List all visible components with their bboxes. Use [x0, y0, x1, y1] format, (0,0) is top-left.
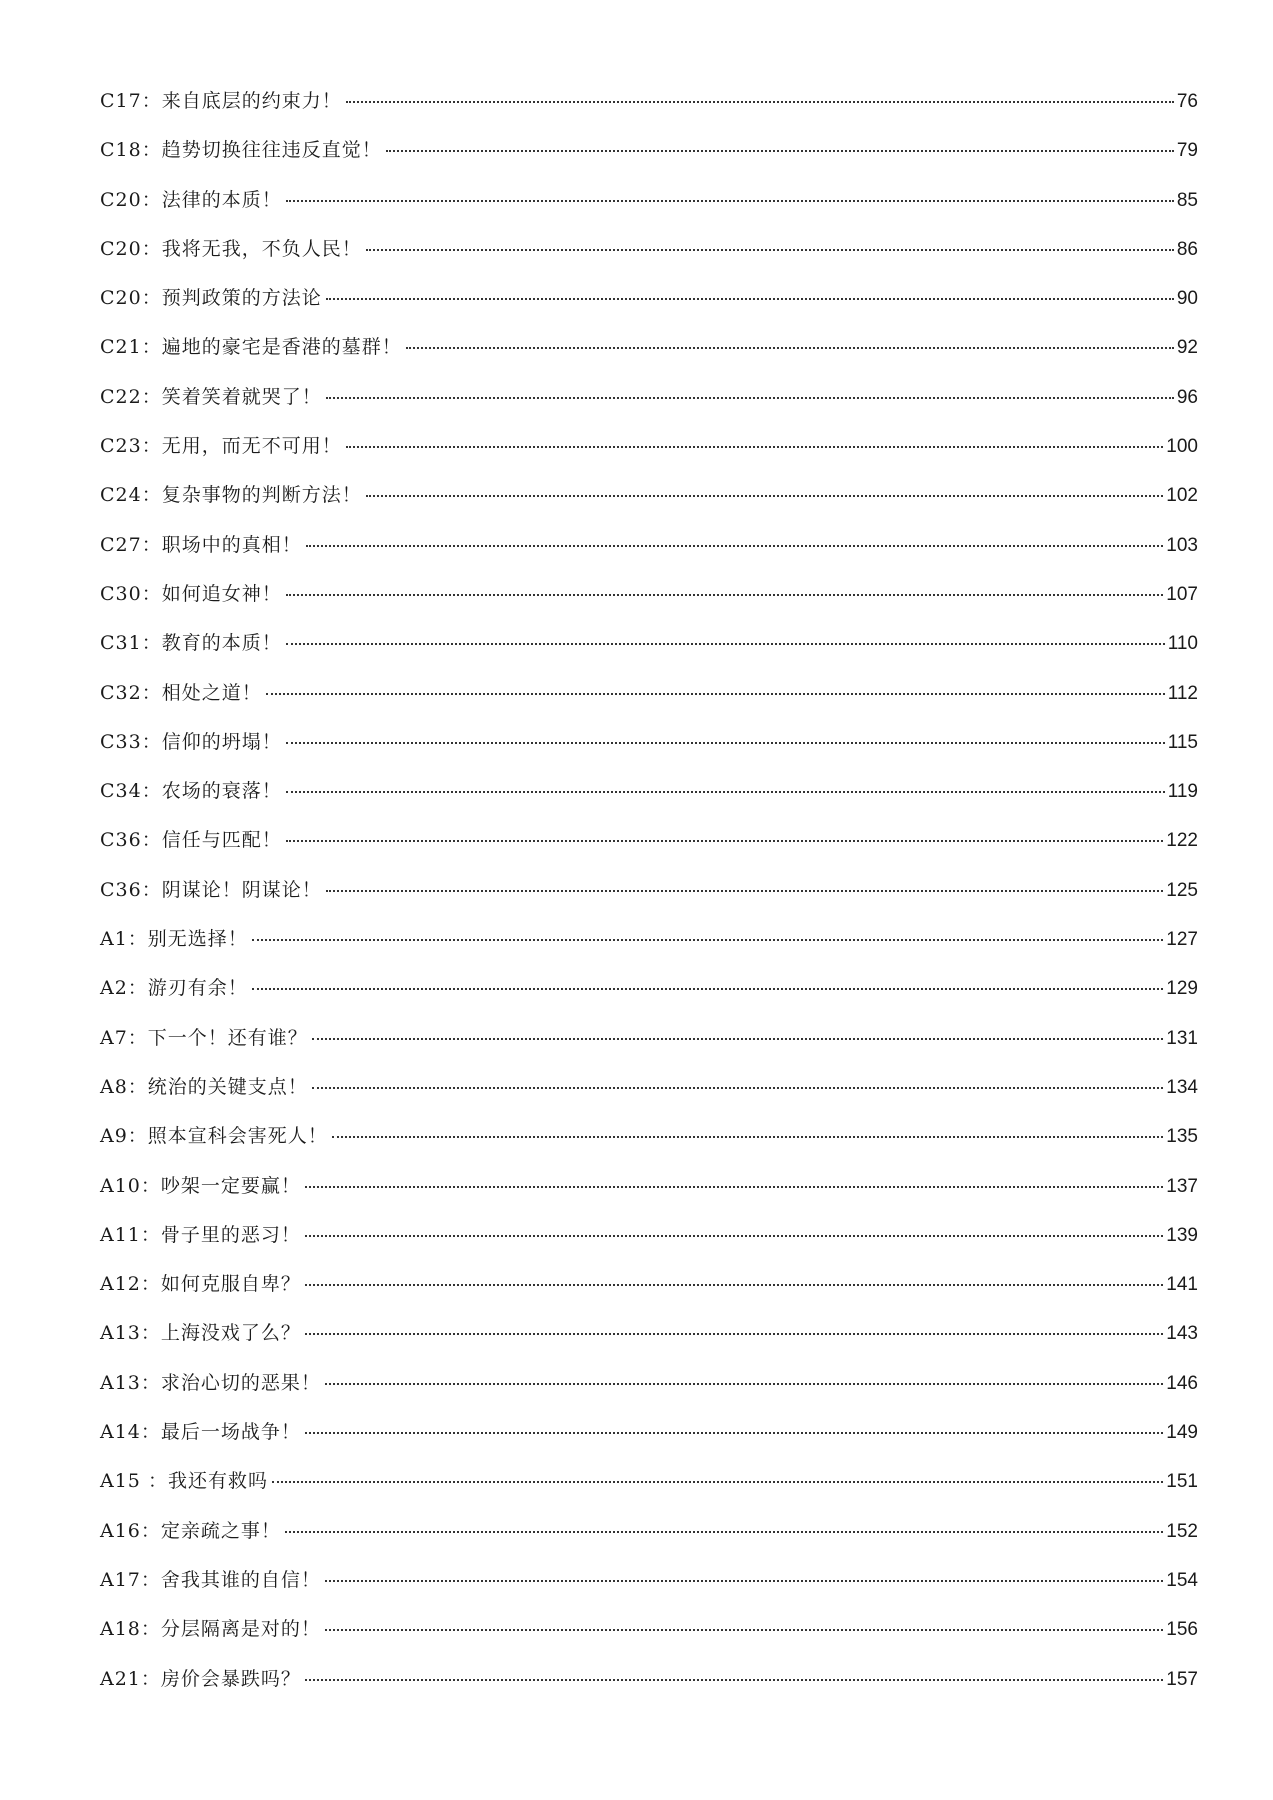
toc-entry[interactable]: [100, 730, 1198, 779]
toc-entry-page-number[interactable]: 107: [1166, 583, 1198, 605]
toc-entry[interactable]: [100, 533, 1198, 582]
toc-entry-page-number[interactable]: 141: [1166, 1274, 1198, 1296]
dot-leader: [325, 1383, 1163, 1385]
toc-entry-page-number[interactable]: 151: [1166, 1471, 1198, 1493]
dot-leader: [305, 1186, 1163, 1188]
dot-leader: [286, 200, 1174, 202]
toc-entry-page-number[interactable]: 127: [1166, 929, 1198, 951]
dot-leader: [306, 545, 1164, 547]
toc-entry-page-number[interactable]: 131: [1166, 1027, 1198, 1049]
toc-entry-page-number[interactable]: 119: [1167, 781, 1198, 803]
toc-entry[interactable]: [100, 138, 1198, 187]
dot-leader: [305, 1284, 1163, 1286]
toc-entry-page-number[interactable]: 143: [1166, 1323, 1198, 1345]
dot-leader: [386, 150, 1174, 152]
toc-entry-page-number[interactable]: 100: [1166, 436, 1198, 458]
toc-entry-title[interactable]: C24：复杂事物的判断方法！: [100, 484, 362, 507]
toc-entry-page-number[interactable]: 110: [1167, 633, 1198, 655]
toc-entry-page-number[interactable]: 135: [1166, 1126, 1198, 1148]
dot-leader: [346, 446, 1164, 448]
toc-entry[interactable]: [100, 1667, 1198, 1716]
toc-entry-title[interactable]: C30：如何追女神！: [100, 582, 282, 605]
dot-leader: [346, 101, 1174, 103]
dot-leader: [285, 1531, 1163, 1533]
toc-entry[interactable]: [100, 237, 1198, 286]
dot-leader: [366, 495, 1164, 497]
toc-entry-title[interactable]: A16：定亲疏之事！: [100, 1519, 281, 1542]
toc-entry[interactable]: [100, 631, 1198, 680]
dot-leader: [286, 742, 1165, 744]
toc-entry[interactable]: [100, 483, 1198, 532]
dot-leader: [305, 1235, 1163, 1237]
toc-entry-title[interactable]: C20：我将无我，不负人民！: [100, 237, 362, 260]
dot-leader: [305, 1679, 1163, 1681]
toc-entry[interactable]: [100, 927, 1198, 976]
toc-entry[interactable]: [100, 1026, 1198, 1075]
toc-entry[interactable]: [100, 1617, 1198, 1666]
dot-leader: [326, 397, 1174, 399]
toc-entry[interactable]: [100, 976, 1198, 1025]
toc-entry[interactable]: [100, 681, 1198, 730]
toc-entry-page-number[interactable]: 79: [1176, 140, 1198, 162]
toc-entry-page-number[interactable]: 157: [1166, 1668, 1198, 1690]
toc-entry-page-number[interactable]: 134: [1166, 1076, 1198, 1098]
toc-entry-title[interactable]: A14：最后一场战争！: [100, 1421, 301, 1444]
toc-entry[interactable]: [100, 1519, 1198, 1568]
toc-entry-page-number[interactable]: 76: [1176, 91, 1198, 112]
toc-entry[interactable]: [100, 89, 1198, 138]
dot-leader: [325, 1629, 1163, 1631]
toc-entry-page-number[interactable]: 86: [1176, 238, 1198, 260]
toc-entry[interactable]: [100, 1469, 1198, 1518]
toc-entry-title[interactable]: A13：求治心切的恶果！: [100, 1371, 321, 1394]
dot-leader: [252, 988, 1163, 990]
toc-entry[interactable]: [100, 828, 1198, 877]
toc-entry[interactable]: [100, 878, 1198, 927]
toc-entry-title[interactable]: C33：信仰的坍塌！: [100, 730, 282, 753]
toc-entry-title[interactable]: A8：统治的关键支点！: [100, 1075, 308, 1098]
dot-leader: [286, 791, 1165, 793]
dot-leader: [312, 1038, 1163, 1040]
toc-entry-page-number[interactable]: 90: [1176, 288, 1198, 310]
toc-entry-title[interactable]: A7：下一个！还有谁？: [100, 1026, 308, 1049]
dot-leader: [305, 1333, 1163, 1335]
dot-leader: [272, 1481, 1163, 1483]
toc-entry-page-number[interactable]: 154: [1166, 1569, 1198, 1591]
toc-entry-title[interactable]: C34：农场的衰落！: [100, 780, 282, 803]
dot-leader: [326, 890, 1164, 892]
dot-leader: [332, 1136, 1163, 1138]
toc-entry-page-number[interactable]: 137: [1166, 1175, 1198, 1197]
toc-entry[interactable]: [100, 1371, 1198, 1420]
toc-entry-title[interactable]: A1：别无选择！: [100, 928, 248, 951]
toc-entry-page-number[interactable]: 122: [1166, 830, 1198, 852]
dot-leader: [286, 594, 1164, 596]
toc-entry-title[interactable]: A2：游刃有余！: [100, 977, 248, 1000]
toc-entry-page-number[interactable]: 146: [1166, 1372, 1198, 1394]
toc-entry-title[interactable]: C36：信任与匹配！: [100, 829, 282, 852]
toc-entry[interactable]: [100, 1075, 1198, 1124]
dot-leader: [325, 1580, 1163, 1582]
toc-entry[interactable]: [100, 1321, 1198, 1370]
toc-entry-title[interactable]: C21：遍地的豪宅是香港的墓群！: [100, 336, 402, 359]
dot-leader: [326, 298, 1174, 300]
toc-entry-title[interactable]: C20：法律的本质！: [100, 188, 282, 211]
toc-entry[interactable]: [100, 188, 1198, 237]
toc-entry-title[interactable]: C22：笑着笑着就哭了！: [100, 385, 322, 408]
dot-leader: [312, 1087, 1163, 1089]
toc-entry[interactable]: [100, 582, 1198, 631]
toc-entry-title[interactable]: C32：相处之道！: [100, 681, 262, 704]
toc-entry-title[interactable]: A9：照本宣科会害死人！: [100, 1125, 328, 1148]
dot-leader: [286, 840, 1164, 842]
toc-entry-page-number[interactable]: 156: [1166, 1619, 1198, 1641]
toc-entry-title[interactable]: C17：来自底层的约束力！: [100, 90, 342, 112]
toc-entry-page-number[interactable]: 92: [1176, 337, 1198, 359]
toc-entry-title[interactable]: C27：职场中的真相！: [100, 533, 302, 556]
toc-entry-title[interactable]: C20：预判政策的方法论: [100, 287, 322, 310]
table-of-contents: [100, 89, 1198, 1716]
toc-entry[interactable]: [100, 385, 1198, 434]
toc-entry-title[interactable]: A11：骨子里的恶习！: [100, 1223, 301, 1246]
toc-entry[interactable]: [100, 1568, 1198, 1617]
toc-entry-page-number[interactable]: 149: [1166, 1422, 1198, 1444]
toc-entry-title[interactable]: C31：教育的本质！: [100, 632, 282, 655]
toc-entry[interactable]: [100, 1174, 1198, 1223]
toc-entry[interactable]: [100, 1420, 1198, 1469]
toc-entry[interactable]: [100, 779, 1198, 828]
toc-entry-page-number[interactable]: 152: [1166, 1520, 1198, 1542]
toc-entry-title[interactable]: A18：分层隔离是对的！: [100, 1618, 321, 1641]
toc-entry-title[interactable]: C23：无用，而无不可用！: [100, 435, 342, 458]
toc-entry-title[interactable]: A10：吵架一定要赢！: [100, 1174, 301, 1197]
toc-entry[interactable]: [100, 1124, 1198, 1173]
toc-entry[interactable]: [100, 1223, 1198, 1272]
toc-entry-page-number[interactable]: 125: [1166, 879, 1198, 901]
toc-entry-page-number[interactable]: 96: [1176, 386, 1198, 408]
toc-entry-title[interactable]: A17：舍我其谁的自信！: [100, 1568, 321, 1591]
dot-leader: [266, 693, 1165, 695]
dot-leader: [366, 249, 1174, 251]
dot-leader: [406, 347, 1174, 349]
toc-entry-page-number[interactable]: 112: [1167, 682, 1198, 704]
dot-leader: [252, 939, 1163, 941]
toc-entry[interactable]: [100, 1272, 1198, 1321]
toc-entry-title[interactable]: A15 ：我还有救吗: [100, 1470, 268, 1493]
toc-entry-title[interactable]: C18：趋势切换往往违反直觉！: [100, 139, 382, 162]
toc-entry-page-number[interactable]: 139: [1166, 1224, 1198, 1246]
toc-entry-title[interactable]: A21：房价会暴跌吗？: [100, 1667, 301, 1690]
toc-entry-title[interactable]: A12：如何克服自卑？: [100, 1273, 301, 1296]
toc-entry-page-number[interactable]: 103: [1166, 534, 1198, 556]
toc-entry-page-number[interactable]: 85: [1176, 189, 1198, 211]
toc-entry-title[interactable]: C36：阴谋论！阴谋论！: [100, 878, 322, 901]
dot-leader: [286, 643, 1165, 645]
toc-entry-page-number[interactable]: 115: [1167, 731, 1198, 753]
toc-entry-page-number[interactable]: 102: [1166, 485, 1198, 507]
toc-entry[interactable]: [100, 434, 1198, 483]
toc-entry[interactable]: [100, 286, 1198, 335]
toc-entry-page-number[interactable]: 129: [1166, 978, 1198, 1000]
toc-entry-title[interactable]: A13：上海没戏了么？: [100, 1322, 301, 1345]
toc-entry[interactable]: [100, 335, 1198, 384]
dot-leader: [305, 1432, 1163, 1434]
